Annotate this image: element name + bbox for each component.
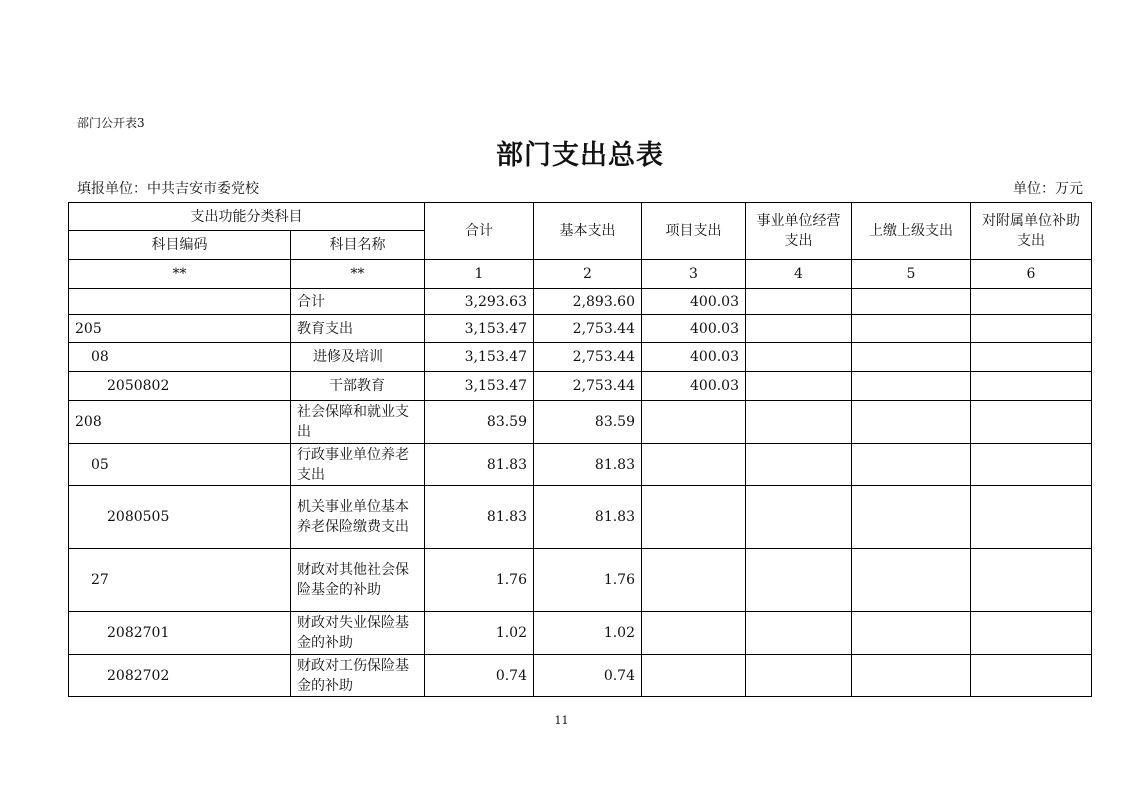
total-cell: 0.74 — [425, 655, 534, 697]
header-subject-name: 科目名称 — [291, 231, 425, 260]
business-cell — [746, 486, 852, 549]
index-row — [69, 260, 1092, 289]
basic-cell: 2,753.44 — [534, 315, 642, 343]
project-cell — [642, 549, 746, 612]
subject-code-cell: 2050802 — [69, 372, 291, 401]
header-info-row — [77, 178, 1083, 198]
project-cell — [642, 612, 746, 655]
project-cell: 400.03 — [642, 289, 746, 315]
basic-cell: 1.02 — [534, 612, 642, 655]
header-business: 事业单位经营支出 — [746, 203, 852, 260]
currency-unit-label: 单位：万元 — [1013, 181, 1083, 197]
total-cell: 3,153.47 — [425, 315, 534, 343]
upper-cell — [852, 655, 971, 697]
index-cell: 2 — [534, 260, 642, 289]
upper-cell — [852, 401, 971, 444]
subsidy-cell — [971, 486, 1092, 549]
header-project: 项目支出 — [642, 203, 746, 260]
page-title: 部门支出总表 — [496, 140, 664, 171]
upper-cell — [852, 372, 971, 401]
header-basic: 基本支出 — [534, 203, 642, 260]
header-total: 合计 — [425, 203, 534, 260]
total-cell: 1.76 — [425, 549, 534, 612]
index-cell: 1 — [425, 260, 534, 289]
project-cell: 400.03 — [642, 372, 746, 401]
business-cell — [746, 343, 852, 372]
subject-code-cell — [69, 289, 291, 315]
basic-cell: 2,753.44 — [534, 372, 642, 401]
basic-cell: 0.74 — [534, 655, 642, 697]
upper-cell — [852, 486, 971, 549]
total-cell: 1.02 — [425, 612, 534, 655]
subject-name-cell: 干部教育 — [291, 372, 425, 401]
basic-cell: 2,893.60 — [534, 289, 642, 315]
basic-cell: 81.83 — [534, 444, 642, 486]
subject-name-cell: 财政对其他社会保险基金的补助 — [291, 549, 425, 612]
expense-table — [68, 202, 1092, 697]
project-cell: 400.03 — [642, 315, 746, 343]
subsidy-cell — [971, 372, 1092, 401]
subsidy-cell — [971, 549, 1092, 612]
index-cell: 6 — [971, 260, 1092, 289]
index-cell: 5 — [852, 260, 971, 289]
subject-name-cell: 行政事业单位养老支出 — [291, 444, 425, 486]
basic-cell: 83.59 — [534, 401, 642, 444]
subsidy-cell — [971, 343, 1092, 372]
project-cell — [642, 444, 746, 486]
project-cell — [642, 655, 746, 697]
subsidy-cell — [971, 655, 1092, 697]
project-cell — [642, 486, 746, 549]
business-cell — [746, 655, 852, 697]
total-cell: 81.83 — [425, 444, 534, 486]
subsidy-cell — [971, 401, 1092, 444]
table-row — [69, 401, 1092, 444]
subject-name-cell: 财政对工伤保险基金的补助 — [291, 655, 425, 697]
header-subsidy: 对附属单位补助支出 — [971, 203, 1092, 260]
table-row — [69, 549, 1092, 612]
index-cell: ** — [69, 260, 291, 289]
business-cell — [746, 444, 852, 486]
business-cell — [746, 289, 852, 315]
total-cell: 3,153.47 — [425, 372, 534, 401]
total-cell: 3,293.63 — [425, 289, 534, 315]
subsidy-cell — [971, 289, 1092, 315]
index-cell: 4 — [746, 260, 852, 289]
subject-code-cell: 2082702 — [69, 655, 291, 697]
table-row — [69, 372, 1092, 401]
upper-cell — [852, 289, 971, 315]
header-upper: 上缴上级支出 — [852, 203, 971, 260]
basic-cell: 81.83 — [534, 486, 642, 549]
header-subject-code: 科目编码 — [69, 231, 291, 260]
table-row — [69, 655, 1092, 697]
business-cell — [746, 372, 852, 401]
business-cell — [746, 315, 852, 343]
subject-name-cell: 机关事业单位基本养老保险缴费支出 — [291, 486, 425, 549]
table-row — [69, 315, 1092, 343]
subject-code-cell: 208 — [69, 401, 291, 444]
header-category-group: 支出功能分类科目 — [69, 203, 425, 231]
index-cell: 3 — [642, 260, 746, 289]
table-body — [69, 289, 1092, 697]
table-row — [69, 486, 1092, 549]
subject-name-cell: 教育支出 — [291, 315, 425, 343]
filler-unit-label: 填报单位：中共吉安市委党校 — [77, 181, 259, 197]
subject-name-cell: 合计 — [291, 289, 425, 315]
business-cell — [746, 549, 852, 612]
upper-cell — [852, 612, 971, 655]
business-cell — [746, 401, 852, 444]
subject-name-cell: 进修及培训 — [291, 343, 425, 372]
upper-cell — [852, 343, 971, 372]
subject-code-cell: 2080505 — [69, 486, 291, 549]
upper-cell — [852, 444, 971, 486]
upper-cell — [852, 549, 971, 612]
upper-cell — [852, 315, 971, 343]
project-cell: 400.03 — [642, 343, 746, 372]
page-number: 11 — [554, 714, 569, 727]
subject-code-cell: 08 — [69, 343, 291, 372]
subject-name-cell: 财政对失业保险基金的补助 — [291, 612, 425, 655]
total-cell: 83.59 — [425, 401, 534, 444]
total-cell: 81.83 — [425, 486, 534, 549]
table-row — [69, 444, 1092, 486]
subject-code-cell: 205 — [69, 315, 291, 343]
form-code-label: 部门公开表3 — [77, 116, 145, 130]
subject-code-cell: 05 — [69, 444, 291, 486]
subject-name-cell: 社会保障和就业支出 — [291, 401, 425, 444]
subsidy-cell — [971, 315, 1092, 343]
index-cell: ** — [291, 260, 425, 289]
table-row — [69, 612, 1092, 655]
subject-code-cell: 2082701 — [69, 612, 291, 655]
basic-cell: 1.76 — [534, 549, 642, 612]
subsidy-cell — [971, 612, 1092, 655]
table-row — [69, 343, 1092, 372]
total-cell: 3,153.47 — [425, 343, 534, 372]
table-row — [69, 289, 1092, 315]
subject-code-cell: 27 — [69, 549, 291, 612]
project-cell — [642, 401, 746, 444]
basic-cell: 2,753.44 — [534, 343, 642, 372]
table-header — [69, 203, 1092, 289]
subsidy-cell — [971, 444, 1092, 486]
business-cell — [746, 612, 852, 655]
